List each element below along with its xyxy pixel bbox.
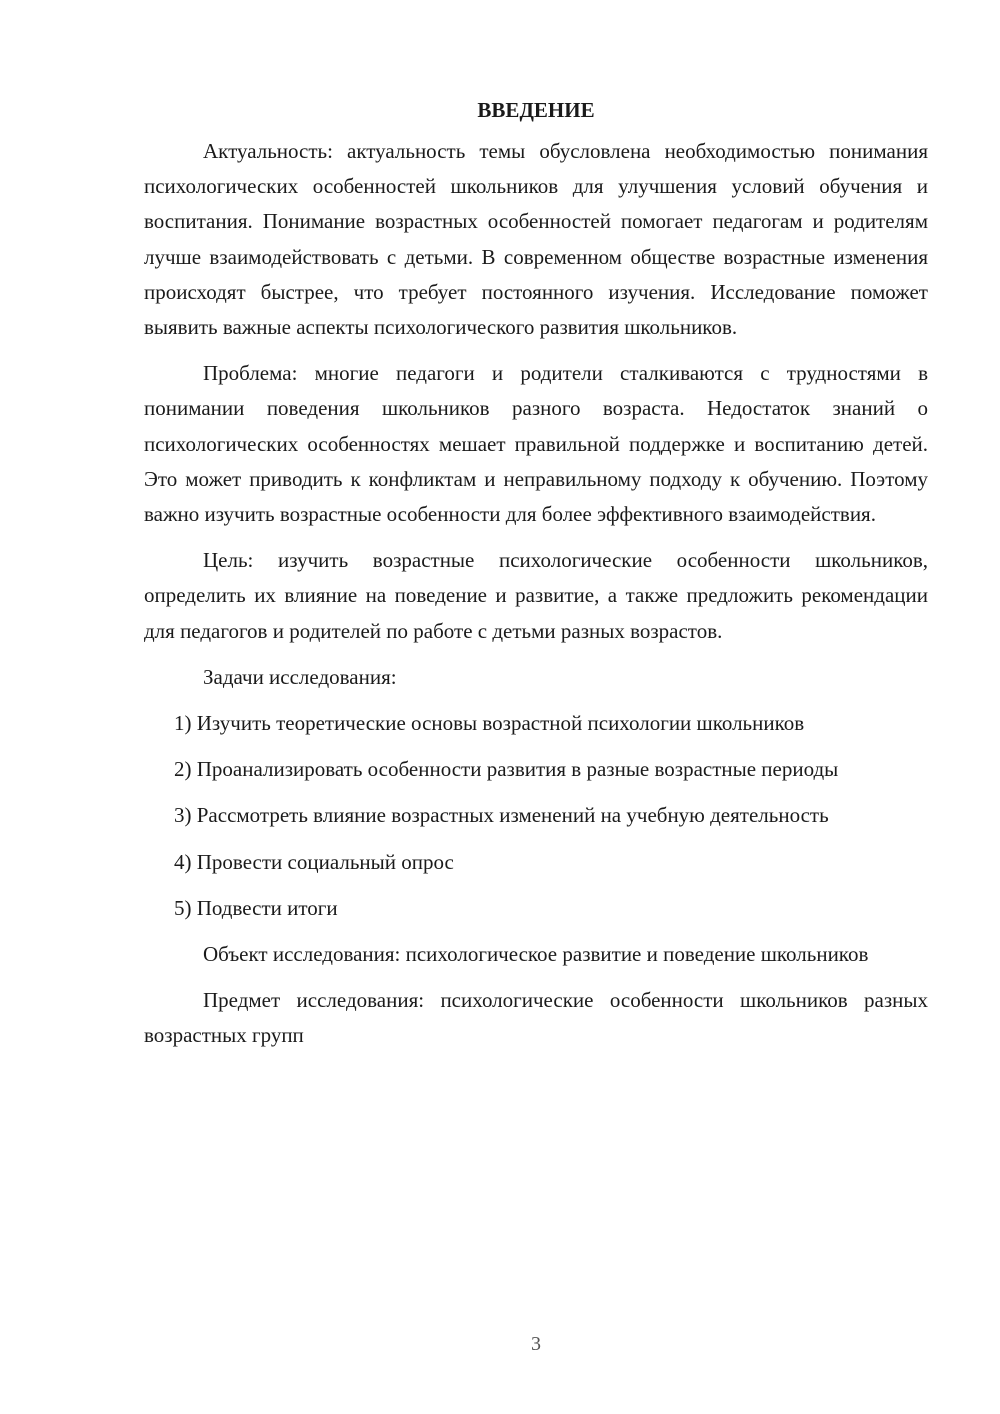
paragraph-object: Объект исследования: психологическое развитие и поведение школьников xyxy=(203,942,869,967)
task-item-2: 2) Проанализировать особенности развития в разные возрастные периоды xyxy=(174,757,839,782)
page-content xyxy=(144,92,928,1065)
section-title: ВВЕДЕНИЕ xyxy=(477,98,595,122)
paragraph-goal: Цель: изучить возрастные психологические особенности школьников, определить их влияние на поведение и развитие, а также предложить рекомендации для педагогов и родителей по работе с детьми разных возрастов. xyxy=(144,548,928,643)
task-item-5: 5) Подвести итоги xyxy=(174,895,338,920)
paragraph-relevance: Актуальность: актуальность темы обусловлена необходимостью понимания психологических особенностей школьников для улучшения условий обучения и воспитания. Понимание возрастных особенностей помогает педагогам и родителям лучше взаимодействовать с детьми. В современном обществе возрастные изменения происходят быстрее, что требует постоянного изучения. Исследование поможет выявить важные аспекты психологического развития школьников. xyxy=(144,139,928,340)
page-number: 3 xyxy=(531,1333,541,1355)
paragraph-subject: Предмет исследования: психологические особенности школьников разных возрастных групп xyxy=(144,988,928,1048)
task-item-4: 4) Провести социальный опрос xyxy=(174,849,454,874)
paragraph-problem: Проблема: многие педагоги и родители сталкиваются с трудностями в понимании поведения школьников разного возраста. Недостаток знаний о психологических особенностях мешает правильной поддержке и воспитанию детей. Это может приводить к конфликтам и неправильному подходу к обучению. Поэтому важно изучить возрастные особенности для более эффективного взаимодействия. xyxy=(144,361,928,527)
task-item-3: 3) Рассмотреть влияние возрастных изменений на учебную деятельность xyxy=(174,803,829,828)
task-item-1: 1) Изучить теоретические основы возрастной психологии школьников xyxy=(174,711,805,736)
tasks-heading: Задачи исследования: xyxy=(203,664,397,689)
